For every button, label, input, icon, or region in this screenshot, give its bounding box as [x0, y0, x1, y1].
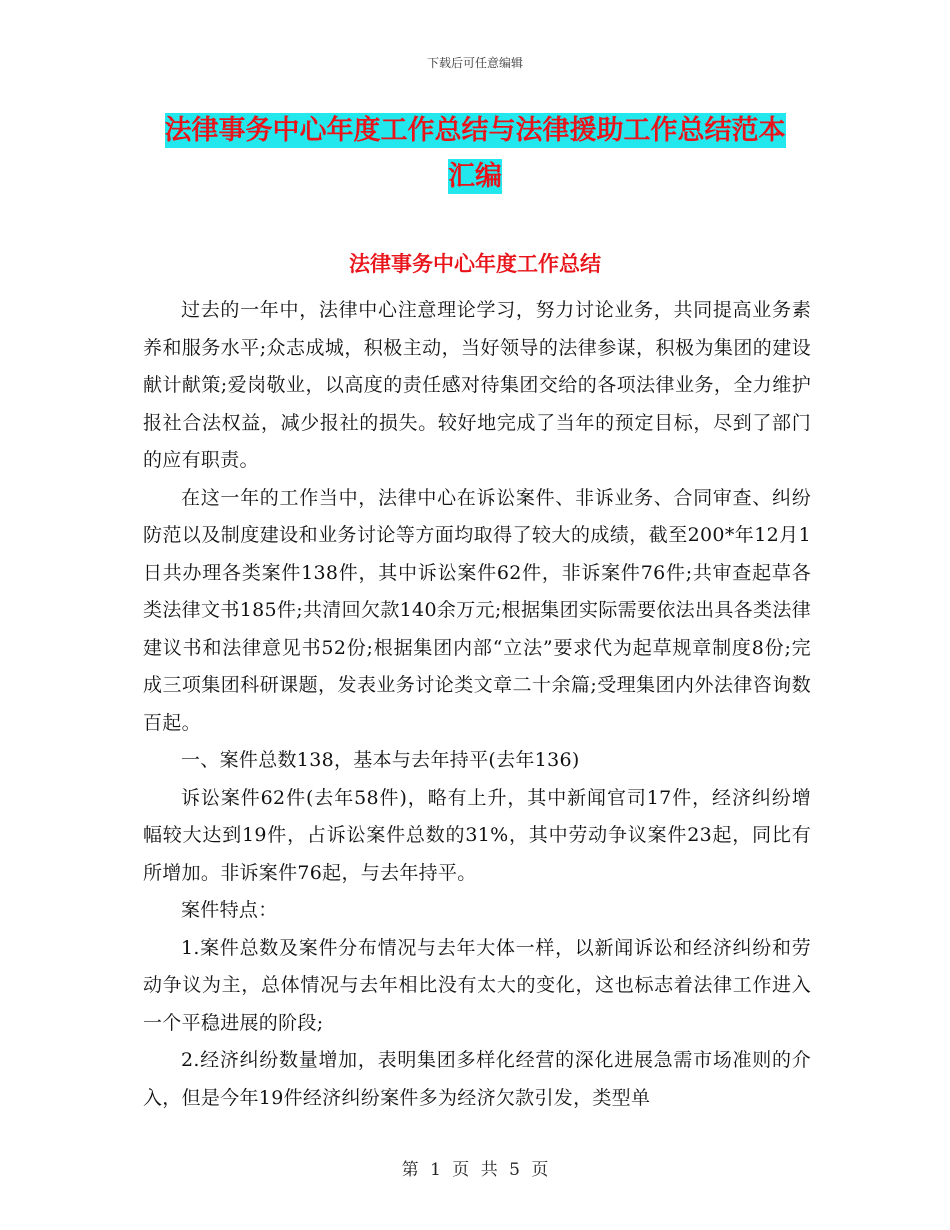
paragraph: 1.案件总数及案件分布情况与去年大体一样，以新闻诉讼和经济纠纷和劳动争议为主，总体情况与去年相比没有太大的变化，这也标志着法律工作进入一个平稳进展的阶段;: [143, 936, 811, 1034]
section-title: 法律事务中心年度工作总结: [349, 252, 601, 276]
page-header-note: 下载后可任意编辑: [426, 56, 523, 70]
document-body: [143, 292, 811, 1117]
page-footer: 第 1 页 共 5 页: [401, 1160, 549, 1180]
paragraph: 2.经济纠纷数量增加，表明集团多样化经营的深化进展急需市场准则的介入，但是今年19件经济纠纷案件多为经济欠款引发，类型单: [143, 1049, 811, 1109]
paragraph: 一、案件总数138，基本与去年持平(去年136): [181, 749, 580, 771]
document-title-line-1: 法律事务中心年度工作总结与法律援助工作总结范本: [164, 115, 786, 146]
paragraph: 过去的一年中，法律中心注意理论学习，努力讨论业务，共同提高业务素养和服务水平;众志成城，积极主动，当好领导的法律参谋，积极为集团的建设献计献策;爱岗敬业，以高度的责任感对待集团交给的各项法律业务，全力维护报社合法权益，减少报社的损失。较好地完成了当年的预定目标，尽到了部门的应有职责。: [143, 299, 811, 471]
paragraph: 在这一年的工作当中，法律中心在诉讼案件、非诉业务、合同审查、纠纷防范以及制度建设和业务讨论等方面均取得了较大的成绩，截至200*年12月1日共办理各类案件138件，其中诉讼案件62件，非诉案件76件;共审查起草各类法律文书185件;共清回欠款140余万元;根据集团实际需要依法出具各类法律建议书和法律意见书52份;根据集团内部“立法”要求代为起草规章制度8份;完成三项集团科研课题，发表业务讨论类文章二十余篇;受理集团内外法律咨询数百起。: [143, 486, 811, 734]
document-title: [140, 108, 810, 200]
paragraph: 诉讼案件62件(去年58件)，略有上升，其中新闻官司17件，经济纠纷增幅较大达到19件，占诉讼案件总数的31%，其中劳动争议案件23起，同比有所增加。非诉案件76起，与去年持平。: [143, 786, 811, 884]
document-title-line-2: 汇编: [448, 161, 502, 192]
paragraph: 案件特点：: [181, 899, 278, 921]
